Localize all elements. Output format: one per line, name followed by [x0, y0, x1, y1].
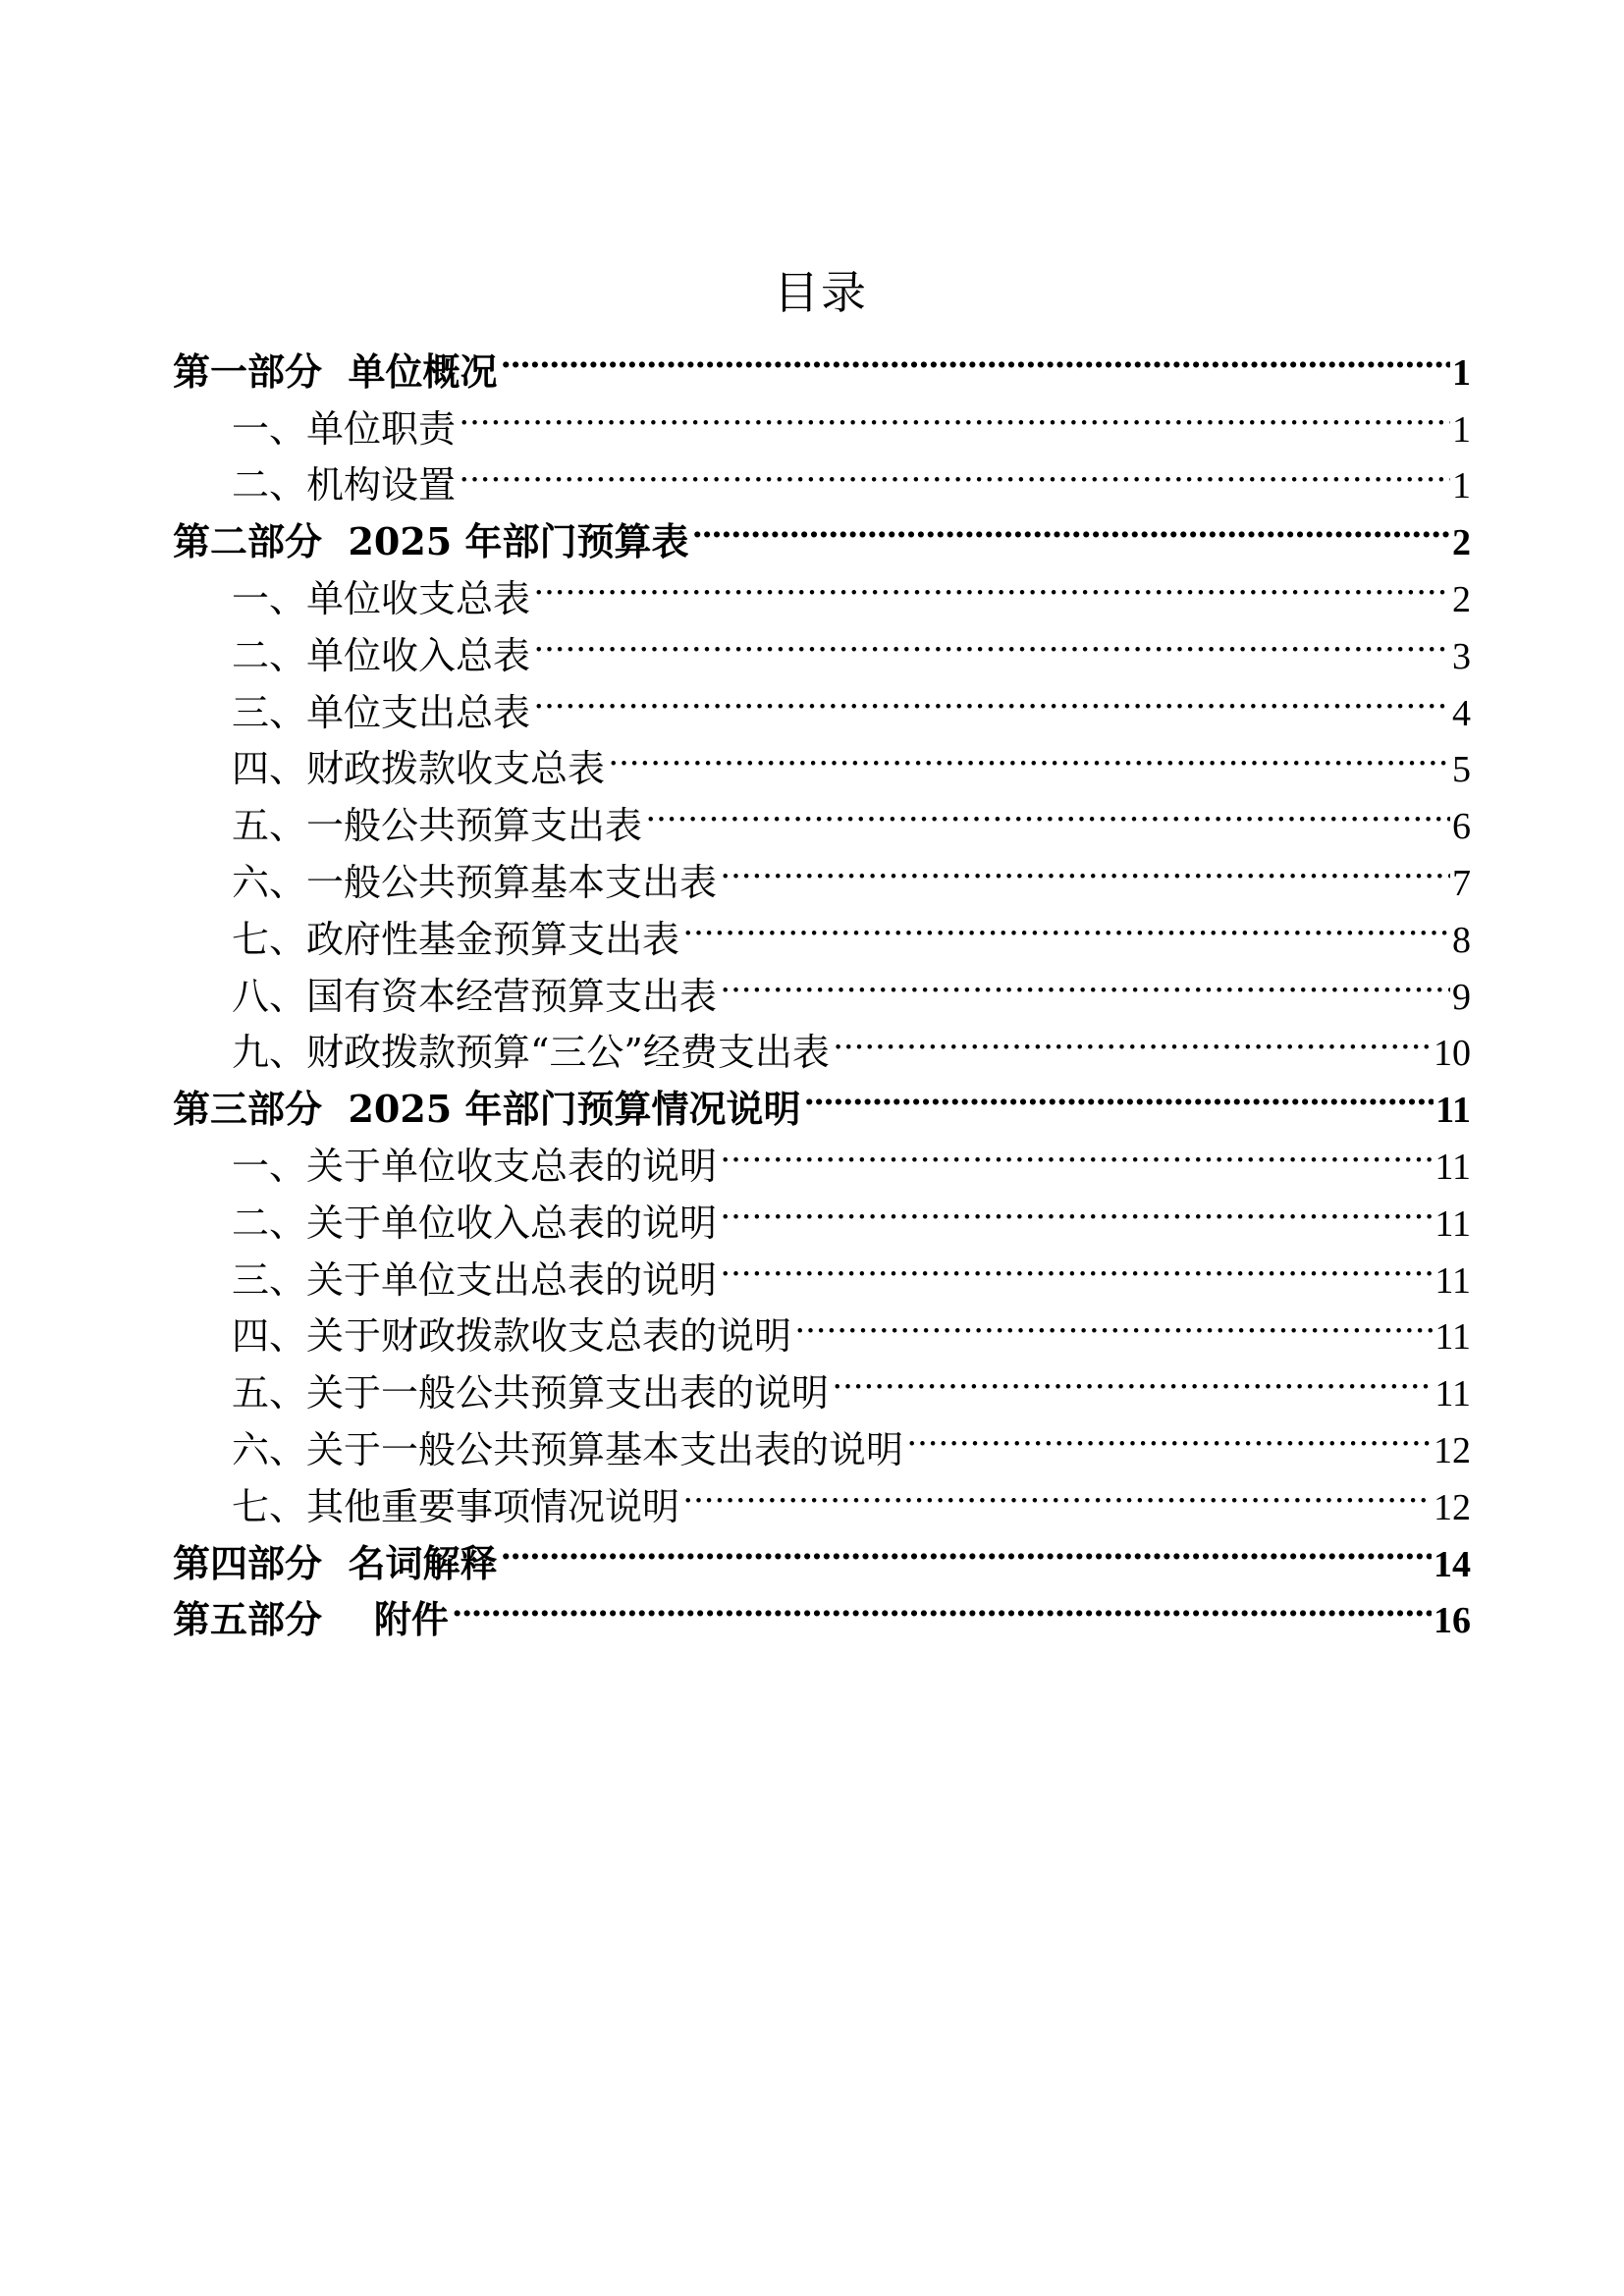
toc-dot-leader — [721, 1122, 1433, 1179]
toc-page-number: 11 — [1435, 1202, 1471, 1245]
toc-dot-leader — [646, 781, 1450, 838]
toc-part-entry[interactable] — [173, 328, 1471, 394]
toc-dot-leader — [683, 1463, 1432, 1520]
toc-entry-label: 二、关于单位收入总表的说明 — [232, 1201, 718, 1245]
table-of-contents — [173, 328, 1471, 1642]
toc-entry-label: 三、单位支出总表 — [232, 690, 531, 734]
toc-dot-leader — [721, 952, 1450, 1009]
toc-dot-leader — [804, 1065, 1434, 1122]
toc-dot-leader — [795, 1293, 1433, 1350]
toc-dot-leader — [460, 442, 1450, 499]
toc-page-number: 7 — [1452, 862, 1471, 904]
toc-entry-label: 四、财政拨款收支总表 — [232, 747, 606, 791]
toc-page-number: 1 — [1452, 408, 1471, 451]
toc-page-number: 1 — [1452, 465, 1471, 507]
toc-entry-label: 三、关于单位支出总表的说明 — [232, 1257, 718, 1302]
toc-page-number: 12 — [1434, 1486, 1471, 1528]
toc-page-number: 14 — [1434, 1543, 1471, 1585]
toc-entry-label: 一、单位收支总表 — [232, 576, 531, 620]
toc-entry-label: 第五部分 附件 — [173, 1597, 449, 1642]
toc-entry-label: 第一部分 单位概况 — [173, 348, 498, 394]
toc-dot-leader — [460, 385, 1450, 442]
toc-page-number: 11 — [1435, 1316, 1471, 1359]
toc-dot-leader — [721, 1236, 1433, 1293]
toc-entry-label: 五、一般公共预算支出表 — [232, 804, 643, 848]
toc-dot-leader — [501, 328, 1450, 385]
toc-page-number: 11 — [1435, 1373, 1471, 1415]
toc-page-number: 16 — [1434, 1600, 1471, 1642]
toc-page-number: 12 — [1434, 1429, 1471, 1471]
toc-page-number: 6 — [1452, 806, 1471, 848]
toc-entry-label: 八、国有资本经营预算支出表 — [232, 974, 718, 1018]
toc-dot-leader — [534, 668, 1450, 725]
toc-page-number: 2 — [1452, 522, 1471, 564]
toc-page-number: 9 — [1452, 976, 1471, 1018]
toc-entry-label: 第三部分 2025 年部门预算情况说明 — [173, 1087, 801, 1132]
toc-entry-label: 九、财政拨款预算“三公”经费支出表 — [232, 1031, 830, 1075]
toc-entry-label: 一、关于单位收支总表的说明 — [232, 1144, 718, 1188]
toc-dot-leader — [683, 895, 1450, 952]
toc-dot-leader — [534, 555, 1450, 612]
toc-page-number: 2 — [1452, 578, 1471, 620]
toc-dot-leader — [609, 725, 1450, 782]
toc-page-number: 11 — [1435, 1090, 1471, 1132]
toc-page-number: 11 — [1435, 1259, 1471, 1302]
toc-dot-leader — [721, 838, 1450, 895]
toc-dot-leader — [534, 612, 1450, 668]
toc-page-number: 11 — [1435, 1146, 1471, 1188]
toc-page-number: 8 — [1452, 919, 1471, 961]
toc-entry-label: 第二部分 2025 年部门预算表 — [173, 519, 689, 564]
toc-entry-label: 一、单位职责 — [232, 406, 457, 451]
toc-dot-leader — [834, 1009, 1432, 1066]
toc-page-number: 4 — [1452, 692, 1471, 734]
toc-dot-leader — [833, 1349, 1433, 1406]
toc-entry-label: 第四部分 名词解释 — [173, 1540, 498, 1585]
toc-entry-label: 二、机构设置 — [232, 463, 457, 507]
page-title: 目录 — [774, 266, 868, 319]
toc-entry-label: 四、关于财政拨款收支总表的说明 — [232, 1314, 792, 1359]
toc-dot-leader — [721, 1179, 1433, 1236]
toc-dot-leader — [907, 1406, 1432, 1463]
toc-entry-label: 六、一般公共预算基本支出表 — [232, 860, 718, 904]
toc-entry-label: 五、关于一般公共预算支出表的说明 — [232, 1371, 830, 1415]
toc-dot-leader — [501, 1520, 1432, 1576]
toc-entry-label: 七、其他重要事项情况说明 — [232, 1484, 680, 1528]
toc-entry-label: 二、单位收入总表 — [232, 633, 531, 677]
toc-entry-label: 七、政府性基金预算支出表 — [232, 917, 680, 961]
toc-dot-leader — [453, 1576, 1432, 1633]
toc-page-number: 5 — [1452, 749, 1471, 791]
toc-page-number: 1 — [1452, 351, 1471, 394]
toc-dot-leader — [692, 498, 1450, 555]
toc-page-number: 3 — [1452, 635, 1471, 677]
toc-entry-label: 六、关于一般公共预算基本支出表的说明 — [232, 1427, 904, 1471]
toc-page-number: 10 — [1434, 1033, 1471, 1075]
